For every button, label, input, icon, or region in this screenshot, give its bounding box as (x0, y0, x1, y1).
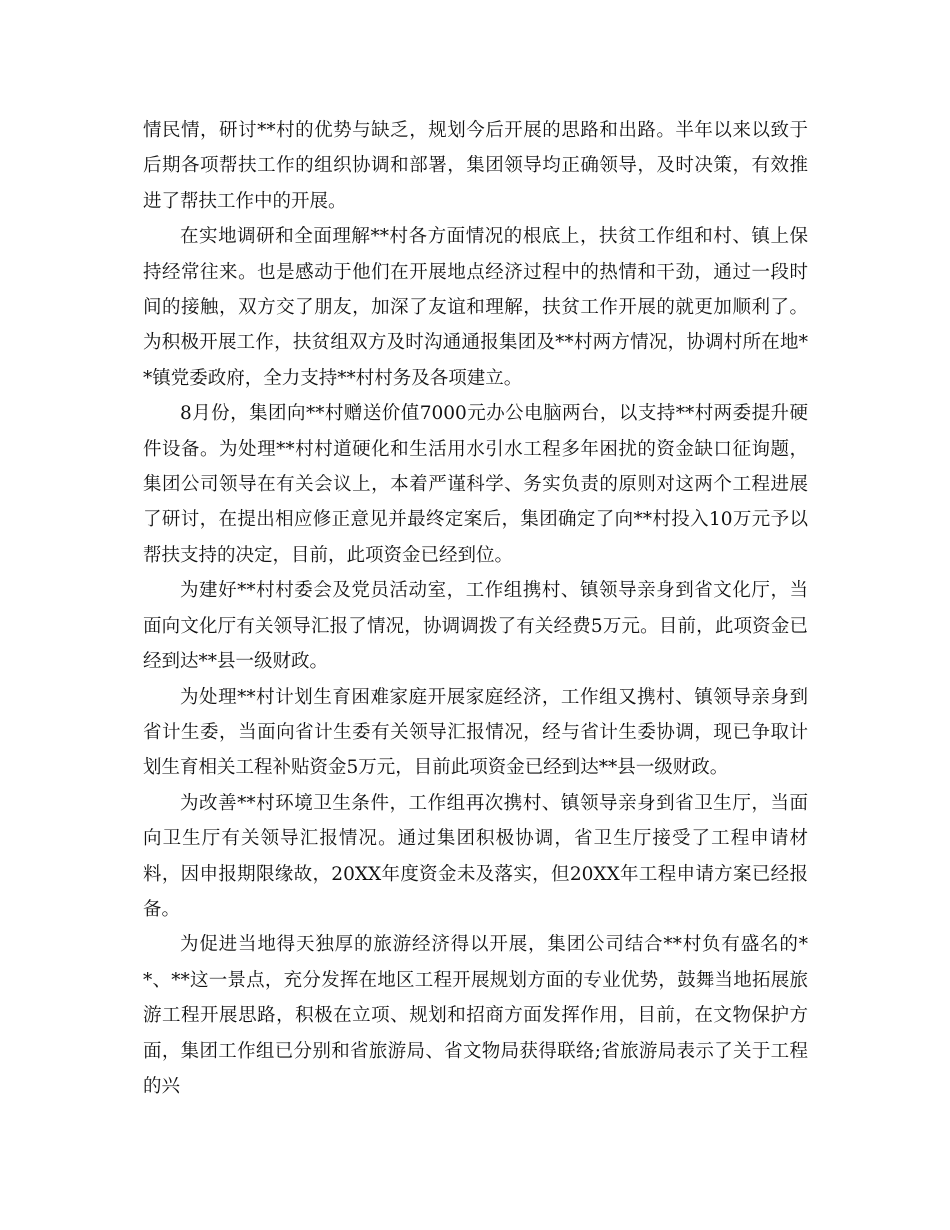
document-body (143, 113, 808, 1104)
paragraph-activity-room: 为建好**村村委会及党员活动室，工作组携村、镇领导亲身到省文化厅，当面向文化厅有关领导汇报了情况，协调调拨了有关经费5万元。目前，此项资金已经到达**县一级财政。 (143, 580, 808, 673)
paragraph-tourism: 为促进当地得天独厚的旅游经济得以开展，集团公司结合**村负有盛名的**、**这一景点，充分发挥在地区工程开展规划方面的专业优势，鼓舞当地拓展旅游工程开展思路，积极在立项、规划和招商方面发挥作用，目前，在文物保护方面，集团工作组已分别和省旅游局、省文物局获得联络;省旅游局表示了关于工程的兴 (143, 934, 808, 1097)
paragraph-field-research: 在实地调研和全面理解**村各方面情况的根底上，扶贫工作组和村、镇上保持经常往来。也是感动于他们在开展地点经济过程中的热情和干劲，通过一段时间的接触，双方交了朋友，加深了友谊和理解，扶贫工作开展的就更加顺利了。为积极开展工作，扶贫组双方及时沟通通报集团及**村两方情况，协调村所在地**镇党委政府，全力支持**村村务及各项建立。 (143, 226, 808, 389)
paragraph-continuation: 情民情，研讨**村的优势与缺乏，规划今后开展的思路和出路。半年以来以致于后期各项帮扶工作的组织协调和部署，集团领导均正确领导，及时决策，有效推进了帮扶工作中的开展。 (143, 120, 808, 212)
paragraph-sanitation: 为改善**村环境卫生条件，工作组再次携村、镇领导亲身到省卫生厅，当面向卫生厅有关领导汇报情况。通过集团积极协调，省卫生厅接受了工程申请材料，因申报期限缘故，20XX年度资金未及落实，但20XX年工程申请方案已经报备。 (143, 792, 808, 920)
paragraph-family-planning: 为处理**村计划生育困难家庭开展家庭经济，工作组又携村、镇领导亲身到省计生委，当面向省计生委有关领导汇报情况，经与省计生委协调，现已争取计划生育相关工程补贴资金5万元，目前此项资金已经到达**县一级财政。 (143, 686, 808, 779)
paragraph-august-donation: 8月份，集团向**村赠送价值7000元办公电脑两台，以支持**村两委提升硬件设备。为处理**村村道硬化和生活用水引水工程多年困扰的资金缺口征询题，集团公司领导在有关会议上，本着严谨科学、务实负责的原则对这两个工程进展了研讨，在提出相应修正意见并最终定案后，集团确定了向**村投入10万元予以帮扶支持的决定，目前，此项资金已经到位。 (143, 403, 808, 566)
